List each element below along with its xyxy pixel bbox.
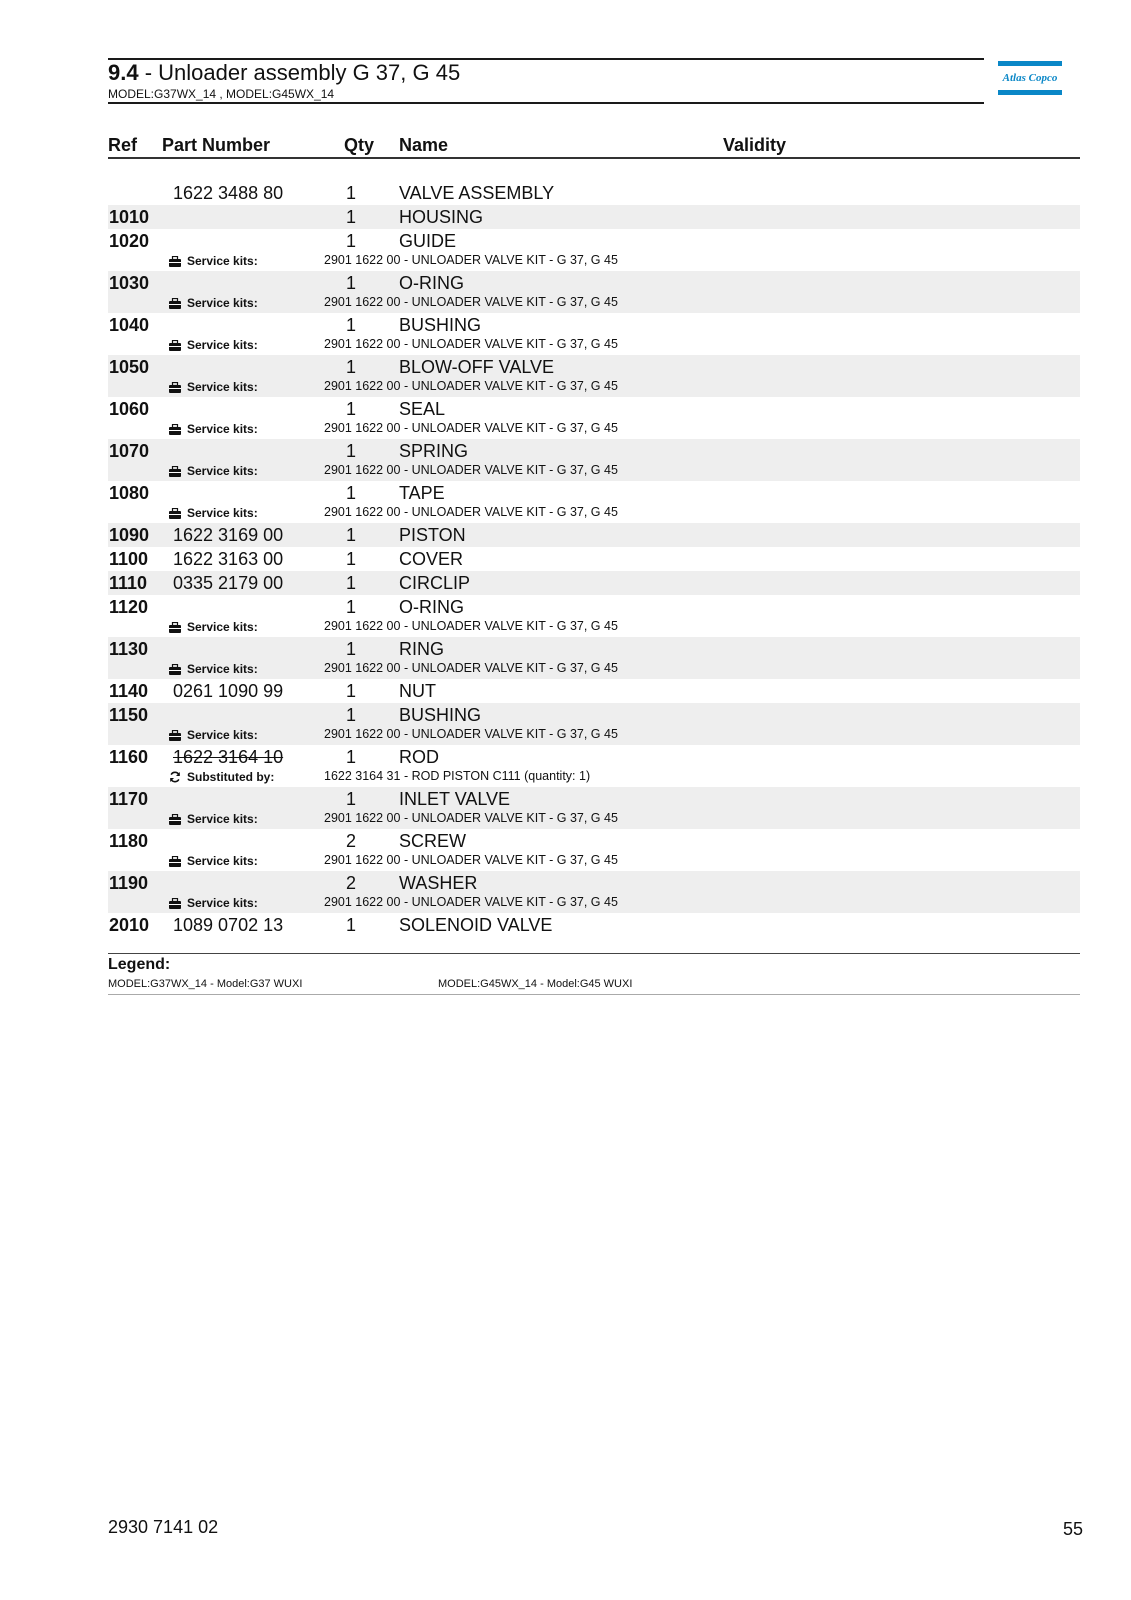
row-ref: 1100 [109, 549, 149, 569]
row-name: O-RING [399, 597, 464, 617]
row-name: WASHER [399, 873, 478, 893]
table-row [108, 313, 1080, 355]
kit-label-text: Service kits: [187, 662, 258, 676]
row-kit-label [169, 661, 258, 677]
row-ref: 1110 [109, 573, 148, 593]
col-validity: Validity [723, 135, 787, 155]
row-name: COVER [399, 549, 464, 569]
toolbox-icon [169, 622, 181, 633]
page-number: 55 [1062, 1519, 1083, 1539]
toolbox-icon [169, 382, 181, 393]
row-kit-label [169, 379, 258, 395]
row-ref: 1090 [109, 525, 150, 545]
row-ref: 1170 [109, 789, 149, 809]
table-row [108, 679, 1080, 703]
kit-label-text: Service kits: [187, 254, 258, 268]
row-ref: 1040 [109, 315, 150, 335]
kit-label-text: Service kits: [187, 296, 258, 310]
row-name: GUIDE [399, 231, 457, 251]
row-kit-reference: 2901 1622 00 - UNLOADER VALVE KIT - G 37, G 45 [324, 895, 618, 909]
row-qty: 1 [345, 789, 356, 809]
row-name: TAPE [399, 483, 445, 503]
row-kit-reference: 2901 1622 00 - UNLOADER VALVE KIT - G 37, G 45 [324, 295, 618, 309]
row-qty: 1 [345, 399, 356, 419]
row-qty: 2 [345, 873, 356, 893]
logo-bar-bottom [998, 90, 1062, 95]
row-qty: 1 [345, 747, 356, 767]
toolbox-icon [169, 898, 181, 909]
substitute-icon [169, 771, 181, 783]
row-name: SCREW [399, 831, 466, 851]
kit-label-text: Service kits: [187, 380, 258, 394]
row-kit-reference: 2901 1622 00 - UNLOADER VALVE KIT - G 37, G 45 [324, 337, 618, 351]
row-kit-reference: 1622 3164 31 - ROD PISTON C111 (quantity: 1) [324, 769, 591, 783]
row-qty: 1 [345, 207, 356, 227]
table-row [108, 571, 1080, 595]
legend-title: Legend: [108, 956, 171, 973]
toolbox-icon [169, 508, 181, 519]
row-kit-reference: 2901 1622 00 - UNLOADER VALVE KIT - G 37, G 45 [324, 505, 618, 519]
row-kit-label [169, 727, 258, 743]
row-ref: 1020 [109, 231, 150, 251]
row-qty: 1 [345, 315, 356, 335]
row-ref: 1180 [109, 831, 149, 851]
row-kit-reference: 2901 1622 00 - UNLOADER VALVE KIT - G 37, G 45 [324, 253, 618, 267]
section-number: 9.4 [108, 60, 139, 85]
row-kit-label [169, 811, 258, 827]
table-row [108, 913, 1080, 937]
row-name: BUSHING [399, 315, 482, 335]
table-row [108, 787, 1080, 829]
kit-label-text: Service kits: [187, 812, 258, 826]
toolbox-icon [169, 856, 181, 867]
row-part-number: 1622 3164 10 [173, 747, 284, 767]
row-name: CIRCLIP [399, 573, 471, 593]
row-kit-label [169, 253, 258, 269]
row-qty: 1 [345, 273, 356, 293]
toolbox-icon [169, 256, 181, 267]
row-kit-reference: 2901 1622 00 - UNLOADER VALVE KIT - G 37, G 45 [324, 379, 618, 393]
row-kit-reference: 2901 1622 00 - UNLOADER VALVE KIT - G 37, G 45 [324, 853, 618, 867]
table-row [108, 595, 1080, 637]
row-name: RING [399, 639, 444, 659]
col-part-number: Part Number [162, 135, 271, 155]
row-name: SEAL [399, 399, 446, 419]
row-kit-reference: 2901 1622 00 - UNLOADER VALVE KIT - G 37, G 45 [324, 619, 618, 633]
row-kit-reference: 2901 1622 00 - UNLOADER VALVE KIT - G 37, G 45 [324, 727, 618, 741]
row-kit-label [169, 853, 258, 869]
atlas-copco-logo [998, 61, 1062, 95]
row-qty: 1 [345, 549, 356, 569]
kit-label-text: Service kits: [187, 464, 258, 478]
table-row [108, 397, 1080, 439]
table-row [108, 355, 1080, 397]
page-header [108, 58, 984, 104]
row-part-number: 1622 3163 00 [173, 549, 284, 569]
table-row [108, 271, 1080, 313]
row-part-number: 1622 3169 00 [173, 525, 284, 545]
col-name: Name [399, 135, 449, 155]
kit-label-text: Service kits: [187, 728, 258, 742]
row-ref: 1050 [109, 357, 150, 377]
row-part-number: 0261 1090 99 [173, 681, 284, 701]
row-name: INLET VALVE [399, 789, 511, 809]
row-qty: 1 [345, 357, 356, 377]
logo-bar-top [998, 61, 1062, 66]
table-row [108, 829, 1080, 871]
row-name: BUSHING [399, 705, 482, 725]
row-name: ROD [399, 747, 439, 767]
row-part-number: 0335 2179 00 [173, 573, 284, 593]
table-row [108, 481, 1080, 523]
logo-text: Atlas Copco [1002, 72, 1058, 84]
kit-label-text: Service kits: [187, 854, 258, 868]
row-qty: 2 [345, 831, 356, 851]
row-name: BLOW-OFF VALVE [399, 357, 555, 377]
table-row [108, 181, 1080, 205]
toolbox-icon [169, 424, 181, 435]
col-qty: Qty [344, 135, 375, 155]
row-ref: 1130 [109, 639, 149, 659]
row-qty: 1 [345, 525, 356, 545]
table-row [108, 523, 1080, 547]
row-qty: 1 [345, 183, 356, 203]
row-name: NUT [399, 681, 436, 701]
toolbox-icon [169, 466, 181, 477]
kit-label-text: Substituted by: [187, 770, 275, 784]
row-part-number: 1622 3488 80 [173, 183, 284, 203]
kit-label-text: Service kits: [187, 422, 258, 436]
row-qty: 1 [345, 681, 356, 701]
row-ref: 1190 [109, 873, 149, 893]
row-kit-reference: 2901 1622 00 - UNLOADER VALVE KIT - G 37, G 45 [324, 463, 618, 477]
row-part-number: 1089 0702 13 [173, 915, 284, 935]
legend [108, 953, 1080, 995]
row-ref: 1060 [109, 399, 150, 419]
kit-label-text: Service kits: [187, 620, 258, 634]
row-ref: 1120 [109, 597, 149, 617]
row-qty: 1 [345, 705, 356, 725]
legend-item: MODEL:G37WX_14 - Model:G37 WUXI [108, 978, 303, 990]
row-kit-reference: 2901 1622 00 - UNLOADER VALVE KIT - G 37, G 45 [324, 811, 618, 825]
row-ref: 1150 [109, 705, 149, 725]
row-kit-label [169, 769, 274, 785]
row-kit-label [169, 337, 258, 353]
toolbox-icon [169, 340, 181, 351]
kit-label-text: Service kits: [187, 338, 258, 352]
row-qty: 1 [345, 231, 356, 251]
row-ref: 1160 [109, 747, 149, 767]
row-kit-label [169, 295, 258, 311]
row-name: SPRING [399, 441, 469, 461]
column-headers [108, 133, 1080, 159]
row-name: O-RING [399, 273, 464, 293]
row-qty: 1 [345, 573, 356, 593]
document-number: 2930 7141 02 [108, 1517, 219, 1537]
row-name: HOUSING [399, 207, 484, 227]
row-name: PISTON [399, 525, 466, 545]
row-kit-label [169, 421, 258, 437]
row-kit-label [169, 895, 258, 911]
row-name: VALVE ASSEMBLY [399, 183, 555, 203]
row-kit-label [169, 463, 258, 479]
page-title [108, 60, 460, 86]
row-qty: 1 [345, 597, 356, 617]
row-qty: 1 [345, 483, 356, 503]
table-row [108, 205, 1080, 229]
row-ref: 1070 [109, 441, 150, 461]
row-kit-reference: 2901 1622 00 - UNLOADER VALVE KIT - G 37, G 45 [324, 421, 618, 435]
table-row [108, 871, 1080, 913]
row-qty: 1 [345, 639, 356, 659]
row-qty: 1 [345, 915, 356, 935]
row-kit-label [169, 619, 258, 635]
model-subtitle: MODEL:G37WX_14 , MODEL:G45WX_14 [108, 87, 335, 101]
toolbox-icon [169, 298, 181, 309]
table-row [108, 439, 1080, 481]
row-name: SOLENOID VALVE [399, 915, 553, 935]
table-row [108, 547, 1080, 571]
table-row [108, 703, 1080, 745]
row-ref: 2010 [109, 915, 150, 935]
table-row [108, 637, 1080, 679]
row-kit-reference: 2901 1622 00 - UNLOADER VALVE KIT - G 37, G 45 [324, 661, 618, 675]
toolbox-icon [169, 814, 181, 825]
col-ref: Ref [108, 135, 138, 155]
toolbox-icon [169, 664, 181, 675]
table-row [108, 229, 1080, 271]
table-row [108, 745, 1080, 787]
legend-item: MODEL:G45WX_14 - Model:G45 WUXI [438, 978, 633, 990]
row-ref: 1010 [109, 207, 150, 227]
row-kit-label [169, 505, 258, 521]
toolbox-icon [169, 730, 181, 741]
row-ref: 1030 [109, 273, 150, 293]
section-title: - Unloader assembly G 37, G 45 [138, 60, 461, 85]
row-ref: 1140 [109, 681, 149, 701]
row-ref: 1080 [109, 483, 150, 503]
kit-label-text: Service kits: [187, 506, 258, 520]
row-qty: 1 [345, 441, 356, 461]
kit-label-text: Service kits: [187, 896, 258, 910]
